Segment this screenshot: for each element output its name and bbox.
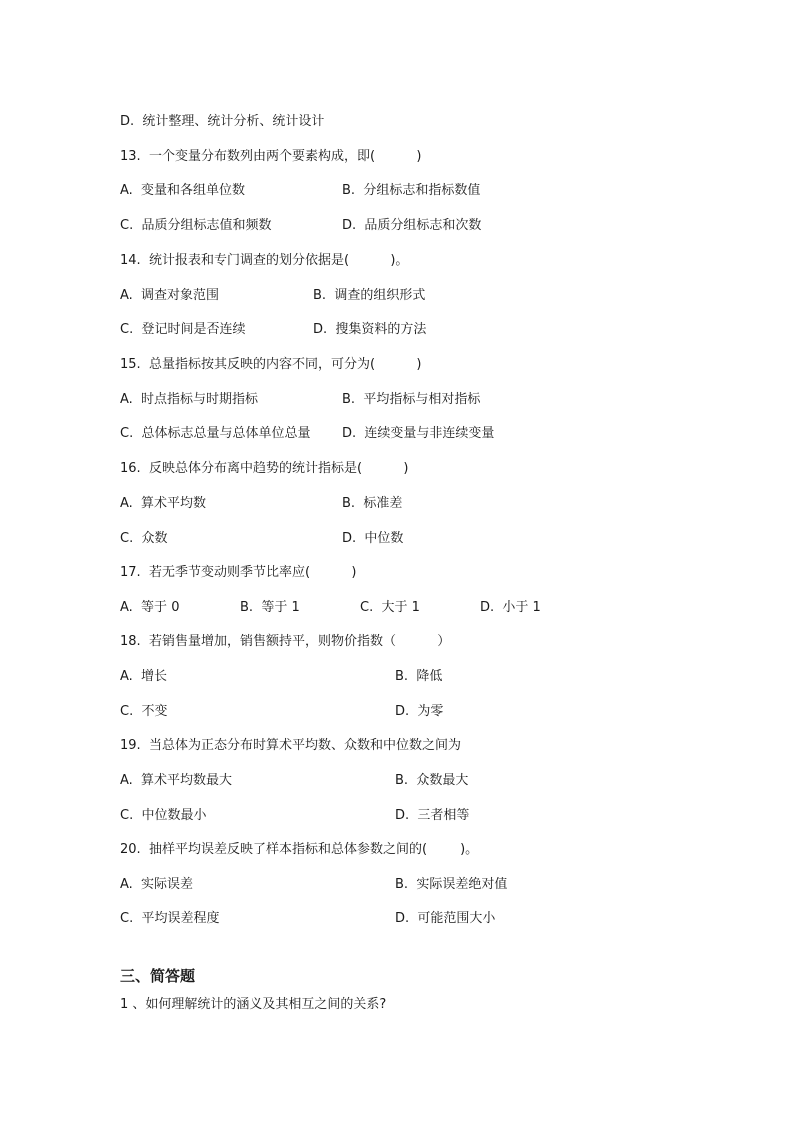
option-d: D. 统计整理、统计分析、统计设计 bbox=[120, 114, 325, 129]
option-a: A. 算术平均数最大 bbox=[120, 773, 233, 788]
option-d: D. 为零 bbox=[395, 704, 444, 719]
option-b: B. 调查的组织形式 bbox=[313, 288, 426, 303]
option-c: C. 不变 bbox=[120, 704, 168, 719]
question-13: 13. 一个变量分布数列由两个要素构成，即( ) bbox=[120, 149, 422, 164]
option-c: C. 总体标志总量与总体单位总量 bbox=[120, 426, 311, 441]
section-heading: 三、简答题 bbox=[120, 967, 196, 985]
option-a: A. 实际误差 bbox=[120, 877, 194, 892]
question-14: 14. 统计报表和专门调查的划分依据是( )。 bbox=[120, 253, 409, 268]
option-d: D. 搜集资料的方法 bbox=[313, 322, 427, 337]
question-16: 16. 反映总体分布离中趋势的统计指标是( ) bbox=[120, 461, 409, 476]
option-c: C. 品质分组标志值和频数 bbox=[120, 218, 272, 233]
option-b: B. 降低 bbox=[395, 669, 443, 684]
option-c: C. 众数 bbox=[120, 531, 168, 546]
option-c: C. 中位数最小 bbox=[120, 808, 207, 823]
option-d: D. 三者相等 bbox=[395, 808, 470, 823]
option-d: D. 可能范围大小 bbox=[395, 911, 496, 926]
option-b: B. 平均指标与相对指标 bbox=[342, 392, 481, 407]
option-a: A. 等于 0 bbox=[120, 600, 180, 615]
option-d: D. 中位数 bbox=[342, 531, 404, 546]
option-d: D. 小于 1 bbox=[480, 600, 541, 615]
option-c: C. 登记时间是否连续 bbox=[120, 322, 246, 337]
option-b: B. 实际误差绝对值 bbox=[395, 877, 508, 892]
option-a: A. 变量和各组单位数 bbox=[120, 183, 246, 198]
option-a: A. 算术平均数 bbox=[120, 496, 207, 511]
option-c: C. 大于 1 bbox=[360, 600, 420, 615]
option-b: B. 标准差 bbox=[342, 496, 403, 511]
option-a: A. 调查对象范围 bbox=[120, 288, 220, 303]
question-18: 18. 若销售量增加，销售额持平，则物价指数（ ） bbox=[120, 634, 451, 649]
option-a: A. 增长 bbox=[120, 669, 168, 684]
option-d: D. 品质分组标志和次数 bbox=[342, 218, 482, 233]
option-b: B. 众数最大 bbox=[395, 773, 469, 788]
option-a: A. 时点指标与时期指标 bbox=[120, 392, 259, 407]
option-c: C. 平均误差程度 bbox=[120, 911, 220, 926]
question-17: 17. 若无季节变动则季节比率应( ) bbox=[120, 565, 357, 580]
question-15: 15. 总量指标按其反映的内容不同，可分为( ) bbox=[120, 357, 422, 372]
option-d: D. 连续变量与非连续变量 bbox=[342, 426, 495, 441]
option-b: B. 等于 1 bbox=[240, 600, 300, 615]
question-19: 19. 当总体为正态分布时算术平均数、众数和中位数之间为 bbox=[120, 738, 461, 753]
option-b: B. 分组标志和指标数值 bbox=[342, 183, 481, 198]
short-answer-question-1: 1 、如何理解统计的涵义及其相互之间的关系? bbox=[120, 997, 387, 1012]
question-20: 20. 抽样平均误差反映了样本指标和总体参数之间的( )。 bbox=[120, 842, 479, 857]
